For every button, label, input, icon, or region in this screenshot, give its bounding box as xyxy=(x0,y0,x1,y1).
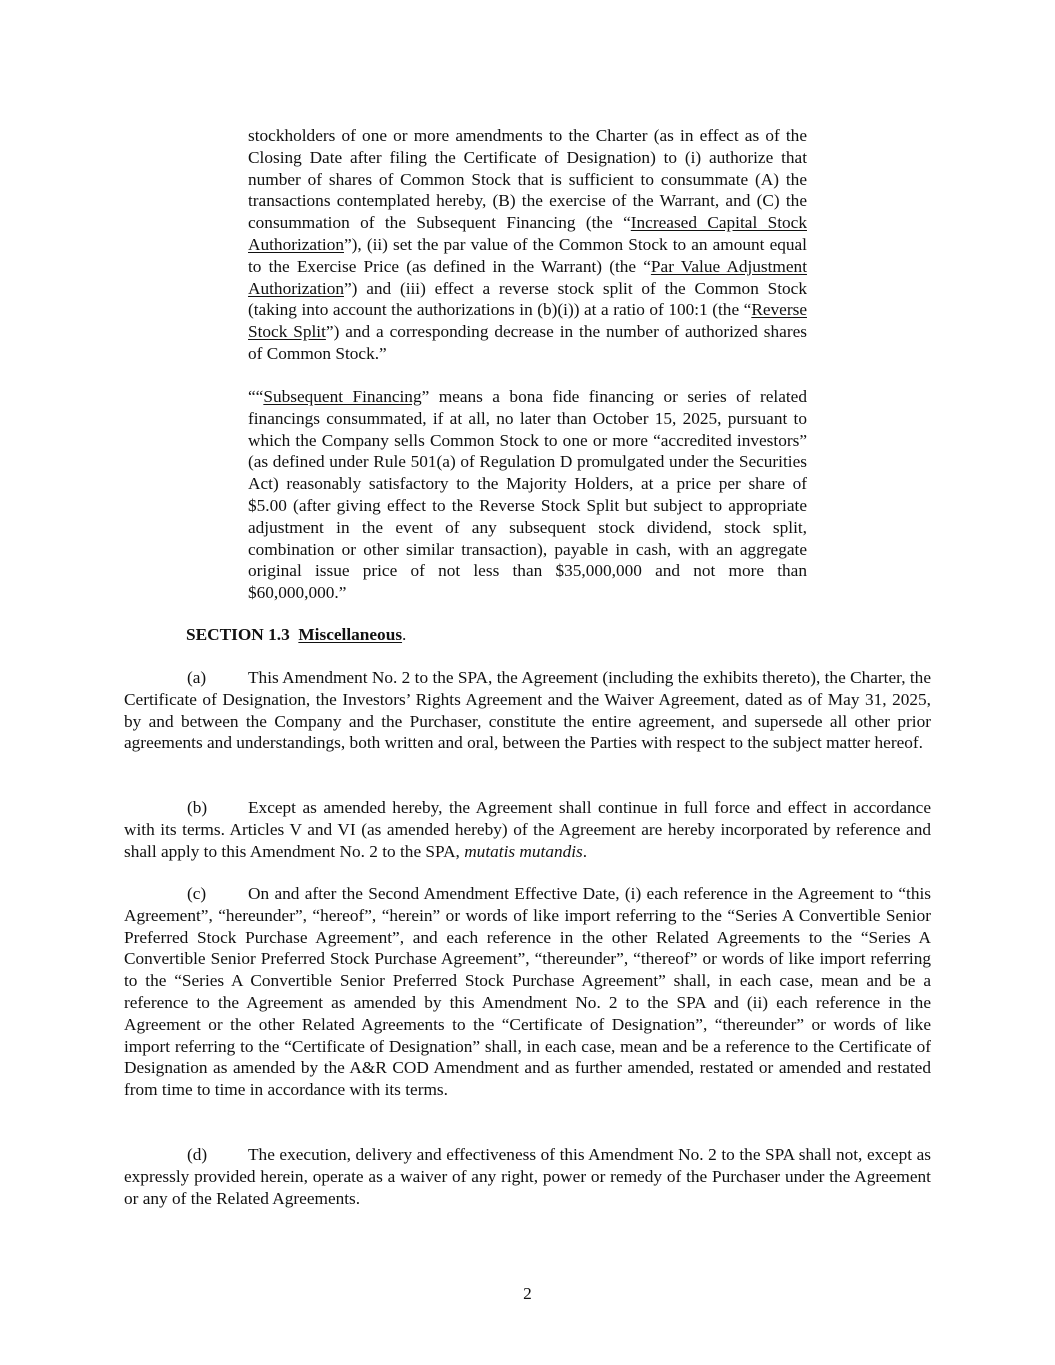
defined-term-par-value-adjustment-authorization: Par Value Adjustment Authorization xyxy=(248,256,807,298)
subsequent-financing-text: ” means a bona fide financing or series of related financings consummated, if at all, no later than October 15, 2025, pursuant to which the Company sells Common Stock to one or more “accredited investors” (as defined under Rule 501(a) of Regulation D promulgated under the Securities Act) reasonably satisfactory to the Majority Holders, at a price per share of $5.00 (after giving effect to the Reverse Stock Split but subject to appropriate adjustment in the event of any subsequent stock dividend, stock split, combination or other similar transaction), payable in cash, with an aggregate original issue price of not less than $35,000,000 and not more than $60,000,000.” xyxy=(248,387,807,603)
paragraph-d-text: The execution, delivery and effectiveness of this Amendment No. 2 to the SPA shall not, except as expressly provided herein, operate as a waiver of any right, power or remedy of the Purchaser under the Agreement or any of the Related Agreements. xyxy=(124,1145,931,1208)
paragraph-b-end: . xyxy=(582,841,588,861)
section-number: SECTION 1.3 xyxy=(186,625,290,644)
subsequent-financing-definition xyxy=(248,386,807,604)
paragraph-d-marker: (d) xyxy=(187,1145,208,1164)
paragraph-c xyxy=(124,883,931,1101)
paragraph-d xyxy=(124,1144,931,1209)
paragraph-a-marker: (a) xyxy=(187,668,207,687)
paragraph-c-text: On and after the Second Amendment Effective Date, (i) each reference in the Agreement to “this Agreement”, “hereunder”, “hereof”, “herein” or words of like import referring to the “Series A Convertible Senior Preferred Stock Purchase Agreement”, and each reference in the other Related Agreements to the “Series A Convertible Senior Preferred Stock Purchase Agreement”, “thereunder”, “thereof” or words of like import referring to the “Series A Convertible Senior Preferred Stock Purchase Agreement” shall, in each case, mean and be a reference to the Agreement as amended by this Amendment No. 2 to the SPA and (ii) each reference in the Agreement or the other Related Agreements to the “Certificate of Designation”, “thereunder” or words of like import referring to the “Certificate of Designation” shall, in each case, mean and be a reference to the Certificate of Designation as amended by the A&R COD Amendment and as further amended, restated or amended and restated from time to time in accordance with its terms. xyxy=(124,884,931,1100)
section-title-period: . xyxy=(402,625,407,644)
paragraph-b xyxy=(124,797,931,862)
paragraph-a xyxy=(124,667,931,754)
subsequent-financing-open-quotes: ““ xyxy=(248,387,264,406)
page-number: 2 xyxy=(523,1284,532,1303)
charter-text-4: ”) and a corresponding decrease in the number of authorized shares of Common Stock.” xyxy=(248,322,807,363)
paragraph-b-italic-phrase: mutatis mutandis xyxy=(464,841,583,861)
charter-text-1: stockholders of one or more amendments to the Charter (as in effect as of the Closing Date after filing the Certificate of Designation) to (i) authorize that number of shares of Common Stock that is sufficient to consummate (A) the transactions contemplated hereby, (B) the exercise of the Warrant, and (C) the consummation of the Subsequent Financing (the “ xyxy=(248,126,807,233)
charter-text-3: ”) and (iii) effect a reverse stock split of the Common Stock (taking into account the authorizations in (b)(i)) at a ratio of 100:1 (the “ xyxy=(248,278,807,320)
paragraph-c-marker: (c) xyxy=(187,884,207,903)
paragraph-b-text: Except as amended hereby, the Agreement shall continue in full force and effect in accordance with its terms. Articles V and VI (as amended hereby) of the Agreement are hereby incorporated by reference and shall apply to this Amendment No. 2 to the SPA, xyxy=(124,798,931,861)
charter-amendment-paragraph xyxy=(248,125,807,365)
charter-text-2: ”), (ii) set the par value of the Common Stock to an amount equal to the Exercise Price (as defined in the Warrant) (the “ xyxy=(248,234,807,276)
paragraph-a-text: This Amendment No. 2 to the SPA, the Agreement (including the exhibits thereto), the Charter, the Certificate of Designation, the Investors’ Rights Agreement and the Waiver Agreement, dated as of May 31, 2025, by and between the Company and the Purchaser, constitute the entire agreement, and supersede all other prior agreements and understandings, both written and oral, between the Parties with respect to the subject matter hereof. xyxy=(124,668,931,753)
section-heading xyxy=(186,624,406,646)
defined-term-increased-capital-stock-authorization: Increased Capital Stock Authorization xyxy=(248,213,807,254)
section-title: Miscellaneous xyxy=(298,625,403,644)
defined-term-reverse-stock-split: Reverse Stock Split xyxy=(248,300,807,342)
paragraph-b-marker: (b) xyxy=(187,798,208,817)
defined-term-subsequent-financing: Subsequent Financing xyxy=(263,387,422,406)
